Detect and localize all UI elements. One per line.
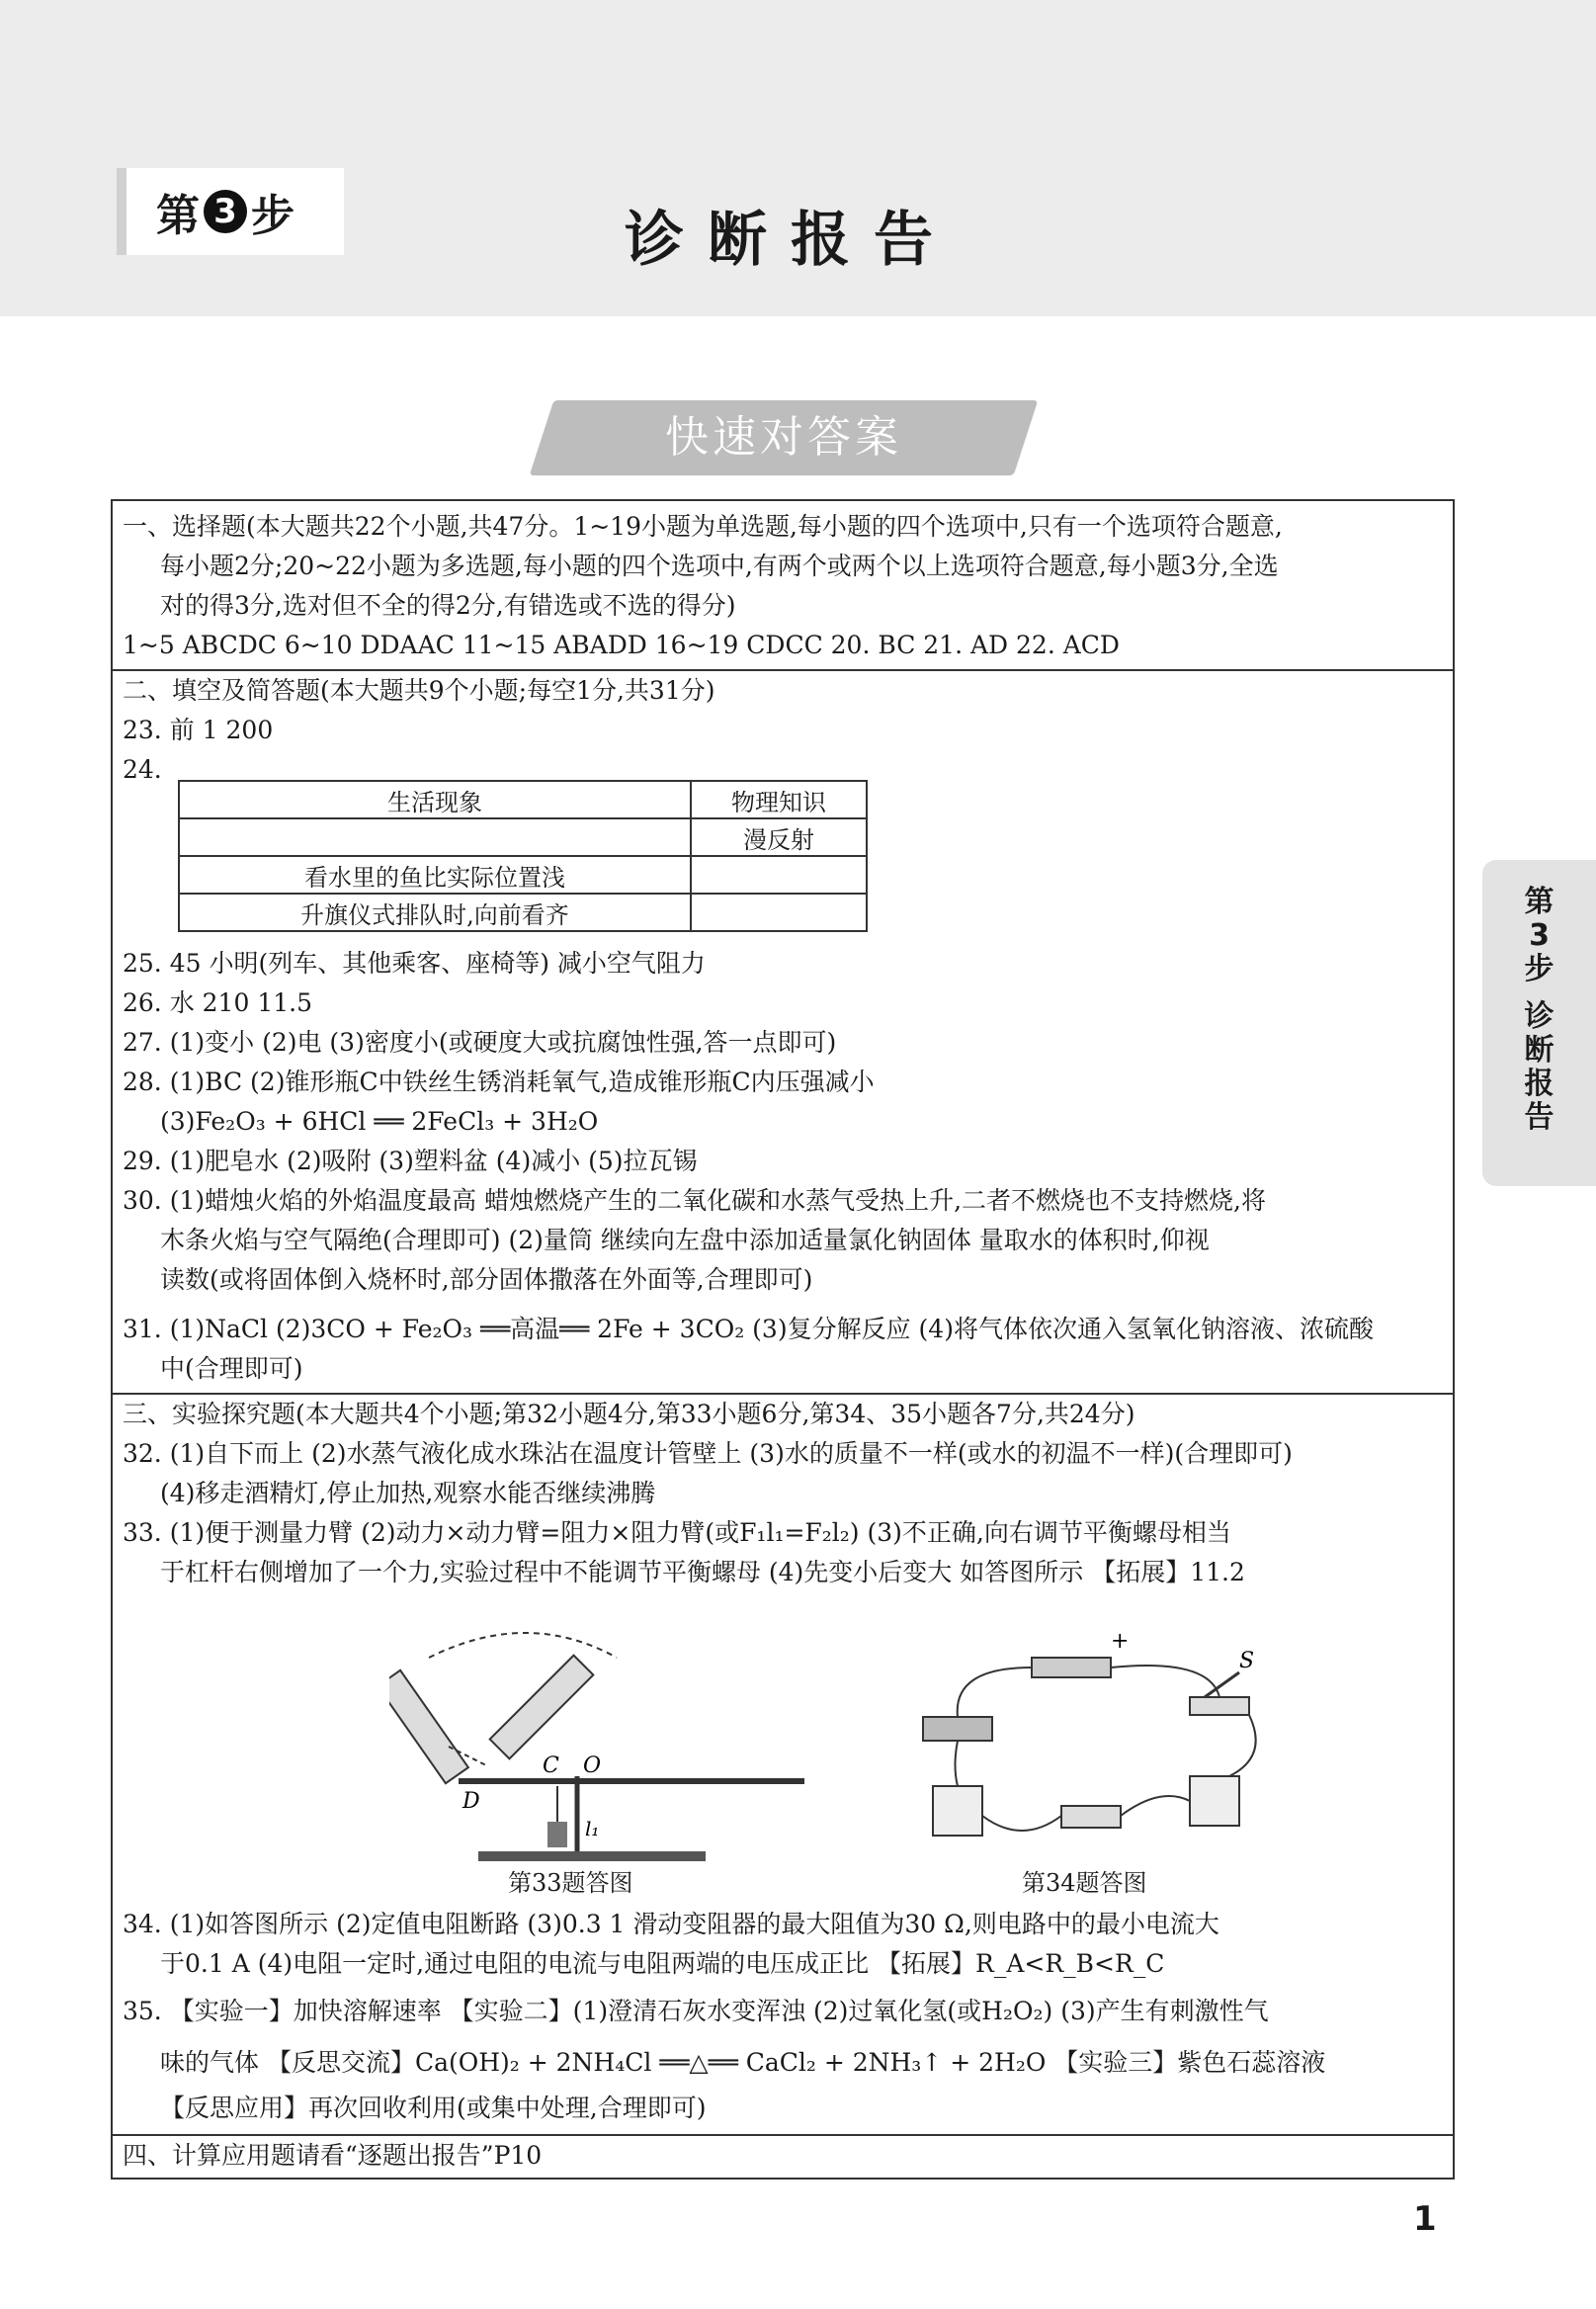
q23: 23. 前 1 200 — [123, 716, 274, 744]
wire — [1121, 1796, 1190, 1816]
q24: 24. — [123, 755, 162, 784]
sec3-head: 三、实验探究题(本大题共4个小题;第32小题4分,第33小题6分,第34、35小题各7分,共24分) — [123, 1400, 1135, 1428]
q32a: 32. (1)自下而上 (2)水蒸气液化成水珠沾在温度计管壁上 (3)水的质量不一样(或水的初温不一样)(合理即可) — [123, 1439, 1293, 1468]
step-prefix: 第 — [156, 191, 200, 241]
table-cell — [691, 856, 867, 894]
fig34-circuit-diagram — [913, 1618, 1328, 1865]
q28a: 28. (1)BC (2)锥形瓶C中铁丝生锈消耗氧气,造成锥形瓶C内压强减小 — [123, 1068, 875, 1096]
step-number: 3 — [204, 190, 247, 233]
table-cell: 升旗仪式排队时,向前看齐 — [179, 894, 691, 931]
side-tab-step: 第3步 — [1524, 885, 1554, 986]
label-d: D — [462, 1789, 480, 1814]
wire — [1229, 1715, 1256, 1776]
wire — [982, 1816, 1061, 1831]
q25: 25. 45 小明(列车、其他乘客、座椅等) 减小空气阻力 — [123, 949, 706, 978]
q30a: 30. (1)蜡烛火焰的外焰温度最高 蜡烛燃烧产生的二氧化碳和水蒸气受热上升,二者不燃烧也不支持燃烧,将 — [123, 1186, 1266, 1215]
resistor-icon — [1061, 1806, 1121, 1828]
q31a: 31. (1)NaCl (2)3CO + Fe₂O₃ ══高温══ 2Fe + 3CO₂ (3)复分解反应 (4)将气体依次通入氢氧化钠溶液、浓硫酸 — [123, 1315, 1374, 1343]
spring-scale-icon — [490, 1656, 594, 1759]
banner-title: 快速对答案 — [665, 412, 902, 463]
battery-icon — [1032, 1658, 1111, 1677]
spring-scale-icon — [389, 1670, 468, 1783]
rheostat-icon — [923, 1717, 992, 1741]
step-badge — [117, 168, 344, 255]
rotation-arc — [429, 1633, 617, 1658]
side-tab — [1482, 860, 1596, 1186]
sec2-head: 二、填空及简答题(本大题共9个小题;每空1分,共31分) — [123, 676, 715, 705]
sec1-line1: 一、选择题(本大题共22个小题,共47分。1~19小题为单选题,每小题的四个选项中,只有一个选项符合题意, — [123, 512, 1283, 541]
side-tab-title: 诊断报告 — [1524, 999, 1554, 1135]
step-suffix: 步 — [251, 191, 294, 241]
q33b: 于杠杆右侧增加了一个力,实验过程中不能调节平衡螺母 (4)先变小后变大 如答图所示 【拓展】11.2 — [160, 1558, 1245, 1586]
label-s: S — [1239, 1649, 1255, 1673]
answer-box — [111, 499, 1455, 2180]
q26: 26. 水 210 11.5 — [123, 988, 312, 1017]
q30c: 读数(或将固体倒入烧杯时,部分固体撒落在外面等,合理即可) — [160, 1265, 813, 1294]
stand-base — [478, 1851, 706, 1861]
table-row — [179, 856, 867, 894]
q27: 27. (1)变小 (2)电 (3)密度小(或硬度大或抗腐蚀性强,答一点即可) — [123, 1028, 837, 1057]
page-number: 1 — [1413, 2199, 1437, 2239]
label-o: O — [583, 1753, 602, 1778]
sec4-head: 四、计算应用题请看“逐题出报告”P10 — [123, 2141, 543, 2170]
table-header: 生活现象 — [179, 781, 691, 818]
q35c: 【反思应用】再次回收利用(或集中处理,合理即可) — [160, 2094, 707, 2122]
page-title: 诊断报告 — [625, 206, 957, 275]
table-header-row — [179, 781, 867, 818]
table-cell: 漫反射 — [691, 818, 867, 856]
wire — [956, 1741, 959, 1786]
q28b: (3)Fe₂O₃ + 6HCl ══ 2FeCl₃ + 3H₂O — [160, 1107, 599, 1136]
q34b: 于0.1 A (4)电阻一定时,通过电阻的电流与电阻两端的电压成正比 【拓展】R_A<R_B<R_C — [160, 1949, 1165, 1978]
q32b: (4)移走酒精灯,停止加热,观察水能否继续沸腾 — [160, 1479, 656, 1507]
ammeter-icon — [933, 1786, 982, 1836]
table-cell — [691, 894, 867, 931]
wire — [958, 1668, 1032, 1717]
table-cell — [179, 818, 691, 856]
q34a: 34. (1)如答图所示 (2)定值电阻断路 (3)0.3 1 滑动变阻器的最大阻值为30 Ω,则电路中的最小电流大 — [123, 1910, 1219, 1938]
fig33-lever-diagram — [389, 1628, 844, 1865]
table-header: 物理知识 — [691, 781, 867, 818]
table-cell: 看水里的鱼比实际位置浅 — [179, 856, 691, 894]
q33a: 33. (1)便于测量力臂 (2)动力×动力臂=阻力×阻力臂(或F₁l₁=F₂l₂) (3)不正确,向右调节平衡螺母相当 — [123, 1518, 1231, 1547]
label-c: C — [543, 1753, 559, 1778]
fig33-caption: 第33题答图 — [508, 1869, 633, 1897]
fig34-caption: 第34题答图 — [1022, 1869, 1147, 1897]
switch-icon — [1190, 1697, 1249, 1715]
wire — [1111, 1666, 1219, 1697]
sec1-line3: 对的得3分,选对但不全的得2分,有错选或不选的得分) — [160, 591, 736, 620]
q30b: 木条火焰与空气隔绝(合理即可) (2)量筒 继续向左盘中添加适量氯化钠固体 量取水的体积时,仰视 — [160, 1226, 1210, 1254]
label-l1: l₁ — [585, 1817, 600, 1840]
voltmeter-icon — [1190, 1776, 1239, 1826]
q31b: 中(合理即可) — [160, 1354, 303, 1383]
switch-lever — [1205, 1672, 1239, 1697]
weight-icon — [547, 1822, 567, 1847]
sec1-answers: 1~5 ABCDC 6~10 DDAAC 11~15 ABADD 16~19 CDCC 20. BC 21. AD 22. ACD — [123, 631, 1120, 659]
q24-table — [178, 780, 868, 932]
table-row — [179, 894, 867, 931]
q29: 29. (1)肥皂水 (2)吸附 (3)塑料盆 (4)减小 (5)拉瓦锡 — [123, 1147, 698, 1175]
q35a: 35. 【实验一】加快溶解速率 【实验二】(1)澄清石灰水变浑浊 (2)过氧化氢(或H₂O₂) (3)产生有刺激性气 — [123, 1997, 1269, 2025]
q35b: 味的气体 【反思交流】Ca(OH)₂ + 2NH₄Cl ══△══ CaCl₂ + 2NH₃↑ + 2H₂O 【实验三】紫色石蕊溶液 — [160, 2048, 1326, 2077]
label-plus: + — [1111, 1629, 1130, 1654]
sec1-line2: 每小题2分;20~22小题为多选题,每小题的四个选项中,有两个或两个以上选项符合题意,每小题3分,全选 — [160, 552, 1279, 580]
table-row — [179, 818, 867, 856]
